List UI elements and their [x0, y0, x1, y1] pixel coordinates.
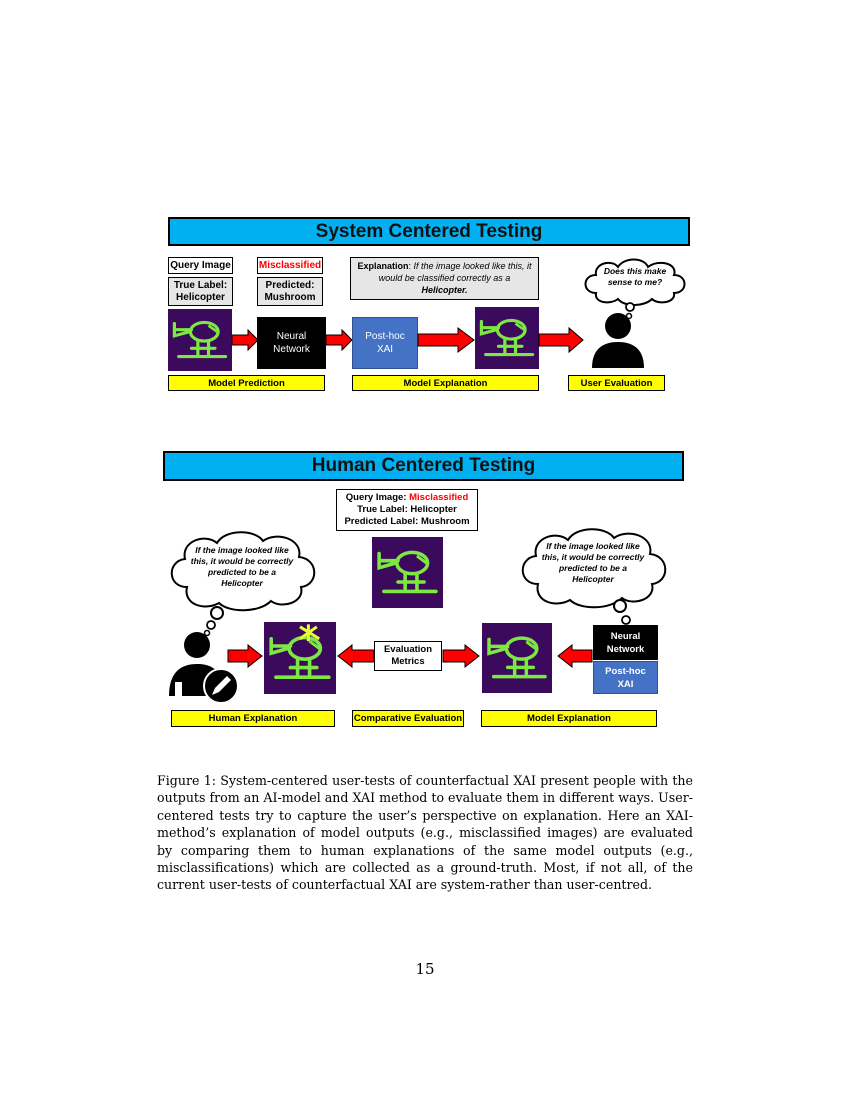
human-explanation-label: Human Explanation — [171, 710, 335, 727]
predicted-label-text: Predicted Label: Mushroom — [344, 516, 470, 527]
neural-network-text: Neural Network — [606, 630, 645, 655]
query-image-prefix: Query Image: — [345, 492, 407, 503]
model-explanation-label: Model Explanation — [352, 375, 539, 391]
neural-network-box — [257, 317, 326, 369]
human-centered-title: Human Centered Testing — [163, 451, 684, 481]
query-image-helicopter-icon — [168, 309, 232, 371]
human-explanation-image-helicopter-icon — [264, 622, 336, 694]
posthoc-xai-text: Post-hoc XAI — [365, 331, 405, 355]
arrow-left-icon — [558, 645, 592, 667]
misclassified-label: Misclassified — [409, 492, 469, 503]
model-explanation-label: Model Explanation — [481, 710, 657, 727]
arrow-right-icon — [326, 330, 352, 350]
thought-text: Does this make sense to me? — [603, 266, 667, 287]
evaluation-metrics-box — [374, 641, 442, 671]
explanation-box: Explanation: If the image looked like this, it would be classified correctly as a Helicopter. — [350, 257, 539, 300]
arrow-right-icon — [228, 645, 262, 667]
user-edit-icon — [167, 630, 241, 704]
arrow-left-icon — [338, 645, 374, 667]
comparative-evaluation-label: Comparative Evaluation — [352, 710, 464, 727]
true-label-box — [168, 277, 233, 306]
model-explanation-image-helicopter-icon — [482, 623, 552, 693]
explanation-prefix: Explanation — [357, 261, 409, 271]
explanation-class: Helicopter. — [421, 285, 468, 295]
query-image-label: Query Image — [168, 257, 233, 274]
posthoc-xai-box — [352, 317, 418, 369]
neural-network-text: Neural Network — [273, 331, 310, 355]
predicted-label-text: Predicted: Mushroom — [264, 279, 316, 303]
page-number: 15 — [415, 960, 435, 978]
user-evaluation-label: User Evaluation — [568, 375, 665, 391]
neural-network-box — [593, 625, 658, 660]
posthoc-xai-box — [593, 661, 658, 694]
misclassified-label: Misclassified — [257, 257, 323, 274]
posthoc-xai-text: Post-hoc XAI — [605, 665, 646, 690]
query-info-box — [336, 489, 478, 531]
arrow-right-icon — [539, 328, 583, 352]
thought-text-left: If the image looked like this, it would be correctly predicted to be a Helicopter — [190, 545, 294, 588]
explanation-image-helicopter-icon — [475, 307, 539, 369]
arrow-right-icon — [232, 330, 258, 350]
system-centered-title: System Centered Testing — [168, 217, 690, 246]
evaluation-metrics-text: Evaluation Metrics — [383, 644, 433, 667]
query-image-helicopter-icon — [372, 537, 443, 608]
figure-caption: Figure 1: System-centered user-tests of counterfactual XAI present people with the outputs from an AI-model and XAI method to evaluate them in different ways. User-centered tests try to capture the user’s perspective on explanation. Here an XAI-method’s explanation of model outputs (e.g., misclassified images) are evaluated by comparing them to human explanations of the same model outputs (e.g., misclassifications) which are collected as a ground-truth. Most, if not all, of the current user-tests of counterfactual XAI are system-rather than user-centred. — [157, 773, 693, 893]
thought-text-right: If the image looked like this, it would be correctly predicted to be a Helicopter — [541, 541, 645, 584]
explanation-text: If the image looked like this, it would be classified correctly as a — [378, 261, 532, 283]
true-label-text: True Label: Helicopter — [173, 279, 228, 303]
model-prediction-label: Model Prediction — [168, 375, 325, 391]
true-label-text: True Label: Helicopter — [357, 504, 457, 515]
user-icon — [588, 310, 648, 370]
predicted-label-box — [257, 277, 323, 306]
arrow-right-icon — [418, 328, 474, 352]
arrow-right-icon — [443, 645, 479, 667]
